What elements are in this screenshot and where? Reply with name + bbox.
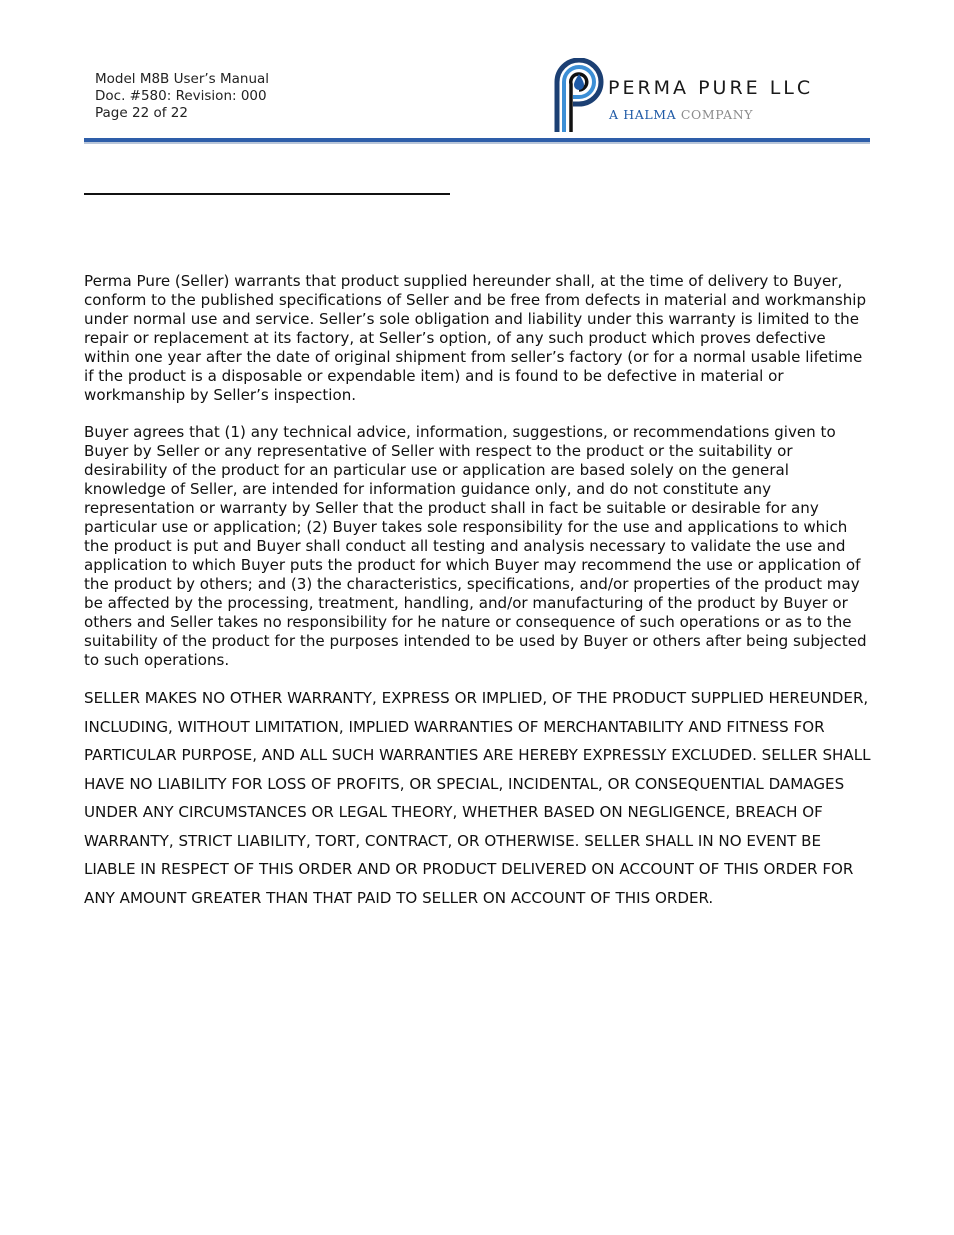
perma-pure-logo-mark-icon xyxy=(553,58,609,134)
header-divider-shadow xyxy=(84,142,870,144)
warranty-paragraph-1: Perma Pure (Seller) warrants that product supplied hereunder shall, at the time of delivery to Buyer, conform to the published specifications of Seller and be free from defects in material and workmanship under normal use and service. Seller’s sole obligation and liability under this warranty is limited to the repair or replacement at its factory, at Seller’s option, of any such product which proves defective within one year after the date of original shipment from seller’s factory (or for a normal usable lifetime if the product is a disposable or expendable item) and is found to be defective in material or workmanship by Seller’s inspection. xyxy=(84,272,867,404)
warranty-disclaimer: SELLER MAKES NO OTHER WARRANTY, EXPRESS OR IMPLIED, OF THE PRODUCT SUPPLIED HEREUNDER, INCLUDING, WITHOUT LIMITATION, IMPLIED WARRANTIES OF MERCHANTABILITY AND FITNESS FOR PARTICULAR PURPOSE, AND ALL SUCH WARRANTIES ARE HEREBY EXPRESSLY EXCLUDED. SELLER SHALL HAVE NO LIABILITY FOR LOSS OF PROFITS, OR SPECIAL, INCIDENTAL, OR CONSEQUENTIAL DAMAGES UNDER ANY CIRCUMSTANCES OR LEGAL THEORY, WHETHER BASED ON NEGLIGENCE, BREACH OF WARRANTY, STRICT LIABILITY, TORT, CONTRACT, OR OTHERWISE. SELLER SHALL IN NO EVENT BE LIABLE IN RESPECT OF THIS ORDER AND OR PRODUCT DELIVERED ON ACCOUNT OF THIS ORDER FOR ANY AMOUNT GREATER THAN THAT PAID TO SELLER ON ACCOUNT OF THIS ORDER. xyxy=(84,689,871,907)
company-tagline xyxy=(609,107,753,122)
document-number: Doc. #580: Revision: 000 xyxy=(95,88,267,104)
tagline-company: COMPANY xyxy=(680,107,754,122)
tagline-a: A xyxy=(609,107,619,122)
company-logo xyxy=(553,58,858,134)
document-title: Model M8B User’s Manual xyxy=(95,71,270,87)
section-title-underline xyxy=(84,193,450,195)
tagline-halma: HALMA xyxy=(623,107,677,122)
page-number: Page 22 of 22 xyxy=(95,105,188,121)
document-header-info xyxy=(95,71,269,122)
company-name: PERMA PURE LLC xyxy=(608,77,814,99)
warranty-paragraph-2: Buyer agrees that (1) any technical advice, information, suggestions, or recommendations given to Buyer by Seller or any representative of Seller with respect to the product or the suitability or desirability of the product for an particular use or application are based solely on the general knowledge of Seller, are intended for information guidance only, and do not constitute any representation or warranty by Seller that the product shall in fact be suitable or desirable for any particular use or application; (2) Buyer takes sole responsibility for the use and applications to which the product is put and Buyer shall conduct all testing and analysis necessary to validate the use and application to which Buyer puts the product for which Buyer may recommend the use or application of the product by others; and (3) the characteristics, specifications, and/or properties of the product may be affected by the processing, treatment, handling, and/or manufacturing of the product by Buyer or others and Seller takes no responsibility for he nature or consequence of such operations or as to the suitability of the product for the purposes intended to be used by Buyer or others after being subjected to such operations. xyxy=(84,423,867,669)
